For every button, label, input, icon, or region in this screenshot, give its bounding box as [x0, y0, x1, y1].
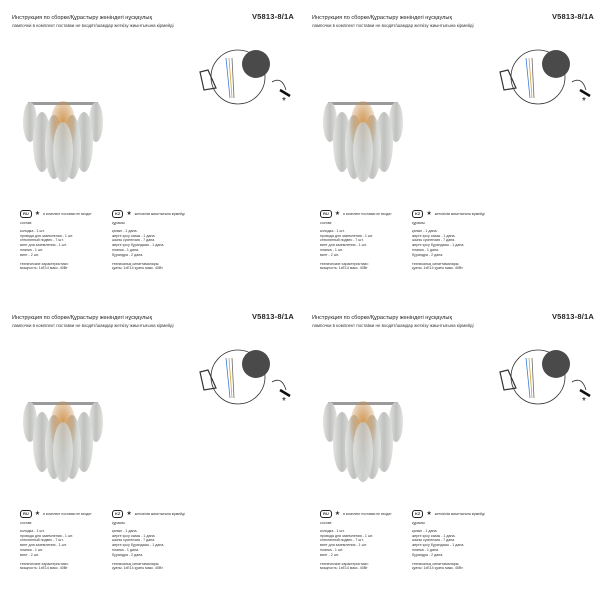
asterisk-icon: ★ [34, 511, 41, 517]
kz-badge: KZ [112, 210, 123, 218]
svg-text:*: * [582, 396, 586, 406]
ru-item: стеклянный подвес - 7 шт. [320, 538, 364, 543]
ru-item: стеклянный подвес - 7 шт. [20, 538, 64, 543]
asterisk-icon: ★ [426, 511, 432, 517]
kz-badge: KZ [412, 510, 423, 518]
ru-note: в комплект поставки не входят [43, 211, 92, 216]
ru-specs-label: технические характеристики: [20, 261, 69, 266]
ru-item: планка - 1 шт. [320, 547, 343, 552]
asterisk-icon: ★ [126, 211, 132, 217]
model-code: V5813-8/1A [251, 12, 294, 21]
ru-item: винт - 2 шт. [20, 552, 39, 557]
asterisk-icon: ★ [334, 211, 341, 217]
ru-composition-label: состав: [20, 221, 33, 225]
kz-note: жеткізілім жиынтығына кірмейді [434, 511, 485, 516]
kz-item: планка - 1 дана. [112, 547, 139, 552]
ru-specs: мощность: 1хE14 макс. 40Вт [320, 266, 368, 271]
kz-badge: KZ [112, 510, 123, 518]
sheet-title: Инструкция по сборке/Құрастыру жөніндегі нұсқаулық [12, 315, 152, 321]
kz-item: жерге қосу сымы - 1 дана. [112, 533, 156, 538]
kz-item: планка - 1 дана. [412, 547, 439, 552]
kz-item: бұрандра - 2 дана. [112, 252, 144, 257]
kz-note: жеткізілім жиынтығына кірмейді [434, 211, 485, 216]
model-code: V5813-8/1A [551, 312, 594, 321]
ru-item: винт для заземления - 1 шт. [320, 243, 367, 248]
kz-item: бұрандра - 2 дана. [412, 252, 444, 257]
ru-item: провода для заземления - 1 шт. [20, 533, 73, 538]
kz-item: жерге қосу бұрандасы - 1 дана. [112, 243, 165, 248]
kz-block [112, 510, 200, 571]
kz-item: қалып - 1 дана. [412, 228, 438, 233]
ru-specs-label: технические характеристики: [20, 561, 69, 566]
ru-item: стеклянный подвес - 7 шт. [20, 238, 64, 243]
lamp-illustration [322, 392, 404, 484]
ru-item: колодка - 1 шт. [20, 528, 45, 533]
kz-item: жерге қосу бұрандасы - 1 дана. [412, 543, 465, 548]
sheet-subtitle: лампочки в комплект поставки не входят/шамдар жеткізу жиынтығына кірмейді [12, 23, 174, 28]
sheet-title: Инструкция по сборке/Құрастыру жөніндегі нұсқаулық [12, 15, 152, 21]
ru-item: провода для заземления - 1 шт. [320, 233, 373, 238]
sheet-subtitle: лампочки в комплект поставки не входят/шамдар жеткізу жиынтығына кірмейді [12, 323, 174, 328]
ru-specs: мощность: 1хE14 макс. 40Вт [320, 566, 368, 571]
kz-item: шыны суспензия - 7 дана. [112, 538, 156, 543]
kz-item: планка - 1 дана. [412, 247, 439, 252]
ru-item: планка - 1 шт. [20, 247, 43, 252]
ru-item: планка - 1 шт. [320, 247, 343, 252]
ru-badge: RU [320, 510, 332, 518]
ru-item: винт - 2 шт. [320, 552, 339, 557]
ru-composition-label: состав: [320, 521, 333, 525]
model-code: V5813-8/1A [251, 312, 294, 321]
ru-item: стеклянный подвес - 7 шт. [320, 238, 364, 243]
ru-specs-label: технические характеристики: [320, 561, 369, 566]
instruction-sheet [0, 300, 300, 600]
asterisk-icon: ★ [126, 511, 132, 517]
ru-specs-label: технические характеристики: [320, 261, 369, 266]
ru-block [320, 210, 408, 271]
mounting-detail [186, 48, 298, 106]
kz-specs: қуаты: 1хE14 қуаты макс. 40Вт [412, 566, 463, 571]
kz-item: планка - 1 дана. [112, 247, 139, 252]
kz-item: жерге қосу сымы - 1 дана. [112, 233, 156, 238]
instruction-sheet [0, 0, 300, 300]
kz-badge: KZ [412, 210, 423, 218]
ru-item: провода для заземления - 1 шт. [20, 233, 73, 238]
kz-specs-label: техникалық сипаттамалары: [112, 261, 160, 266]
kz-block [412, 510, 500, 571]
ru-item: колодка - 1 шт. [320, 528, 345, 533]
mounting-detail [486, 48, 598, 106]
ru-item: колодка - 1 шт. [20, 228, 45, 233]
kz-composition-label: құрамы: [412, 221, 426, 225]
kz-specs-label: техникалық сипаттамалары: [412, 561, 460, 566]
kz-specs-label: техникалық сипаттамалары: [112, 561, 160, 566]
kz-item: қалып - 1 дана. [112, 228, 138, 233]
ru-item: винт для заземления - 1 шт. [20, 243, 67, 248]
model-code: V5813-8/1A [551, 12, 594, 21]
ru-item: винт для заземления - 1 шт. [20, 543, 67, 548]
ru-specs: мощность: 1хE14 макс. 40Вт [20, 266, 68, 271]
kz-item: бұрандра - 2 дана. [412, 552, 444, 557]
ru-composition-label: состав: [320, 221, 333, 225]
kz-item: бұрандра - 2 дана. [112, 552, 144, 557]
ru-item: колодка - 1 шт. [320, 228, 345, 233]
sheet-subtitle: лампочки в комплект поставки не входят/шамдар жеткізу жиынтығына кірмейді [312, 323, 474, 328]
asterisk-icon: ★ [426, 211, 432, 217]
ru-composition-label: состав: [20, 521, 33, 525]
kz-block [412, 210, 500, 271]
ru-note: в комплект поставки не входят [343, 211, 392, 216]
asterisk-icon: ★ [34, 211, 41, 217]
kz-composition-label: құрамы: [412, 521, 426, 525]
kz-composition-label: құрамы: [112, 221, 126, 225]
kz-item: шыны суспензия - 7 дана. [112, 238, 156, 243]
kz-item: қалып - 1 дана. [412, 528, 438, 533]
mounting-detail [486, 348, 598, 406]
ru-block [20, 510, 108, 571]
kz-note: жеткізілім жиынтығына кірмейді [134, 211, 185, 216]
kz-specs-label: техникалық сипаттамалары: [412, 261, 460, 266]
svg-text:*: * [582, 96, 586, 106]
kz-specs: қуаты: 1хE14 қуаты макс. 40Вт [112, 566, 163, 571]
instruction-sheet [300, 300, 600, 600]
kz-composition-label: құрамы: [112, 521, 126, 525]
sheet-title: Инструкция по сборке/Құрастыру жөніндегі нұсқаулық [312, 315, 452, 321]
ru-note: в комплект поставки не входят [343, 511, 392, 516]
sheet-header [312, 12, 594, 28]
sheet-title: Инструкция по сборке/Құрастыру жөніндегі нұсқаулық [312, 15, 452, 21]
kz-item: қалып - 1 дана. [112, 528, 138, 533]
instruction-sheet [300, 0, 600, 300]
lamp-illustration [22, 392, 104, 484]
kz-specs: қуаты: 1хE14 қуаты макс. 40Вт [412, 266, 463, 271]
mounting-detail [186, 348, 298, 406]
sheet-header [12, 312, 294, 328]
kz-item: жерге қосу сымы - 1 дана. [412, 233, 456, 238]
ru-item: винт для заземления - 1 шт. [320, 543, 367, 548]
svg-text:*: * [282, 396, 286, 406]
kz-item: жерге қосу бұрандасы - 1 дана. [112, 543, 165, 548]
sheet-header [12, 12, 294, 28]
lamp-illustration [322, 92, 404, 184]
kz-specs: қуаты: 1хE14 қуаты макс. 40Вт [112, 266, 163, 271]
ru-item: винт - 2 шт. [20, 252, 39, 257]
sheet-subtitle: лампочки в комплект поставки не входят/шамдар жеткізу жиынтығына кірмейді [312, 23, 474, 28]
kz-item: шыны суспензия - 7 дана. [412, 238, 456, 243]
kz-block [112, 210, 200, 271]
ru-specs: мощность: 1хE14 макс. 40Вт [20, 566, 68, 571]
ru-badge: RU [320, 210, 332, 218]
asterisk-icon: ★ [334, 511, 341, 517]
ru-item: планка - 1 шт. [20, 547, 43, 552]
lamp-illustration [22, 92, 104, 184]
ru-item: провода для заземления - 1 шт. [320, 533, 373, 538]
ru-item: винт - 2 шт. [320, 252, 339, 257]
ru-note: в комплект поставки не входят [43, 511, 92, 516]
ru-badge: RU [20, 210, 32, 218]
sheet-header [312, 312, 594, 328]
kz-item: жерге қосу сымы - 1 дана. [412, 533, 456, 538]
ru-block [320, 510, 408, 571]
ru-badge: RU [20, 510, 32, 518]
kz-item: шыны суспензия - 7 дана. [412, 538, 456, 543]
kz-item: жерге қосу бұрандасы - 1 дана. [412, 243, 465, 248]
svg-text:*: * [282, 96, 286, 106]
ru-block [20, 210, 108, 271]
kz-note: жеткізілім жиынтығына кірмейді [134, 511, 185, 516]
